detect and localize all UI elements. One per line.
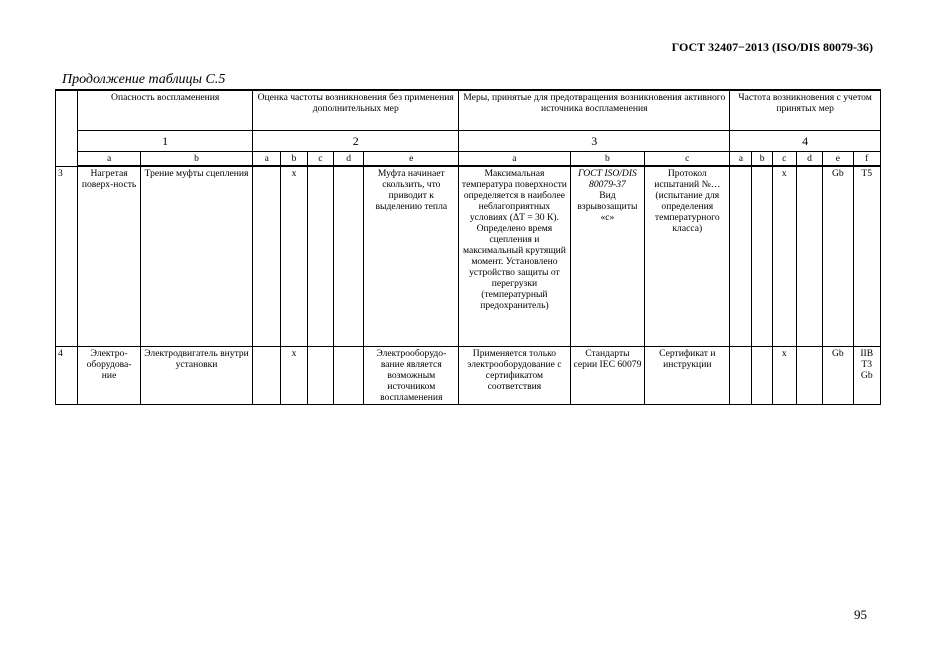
sub-header: b <box>752 152 772 167</box>
freq-reason: Электрооборудо-вание является возможным источником воспламенения <box>364 347 459 405</box>
row-number: 3 <box>56 166 78 347</box>
hazard-cause: Трение муфты сцепления <box>140 166 252 347</box>
table-caption: Продолжение таблицы С.5 <box>62 72 226 87</box>
sub-header: c <box>772 152 796 167</box>
result-class: T5 <box>853 166 880 347</box>
measure-description: Применяется только электрооборудование с сертификатом соответствия <box>459 347 570 405</box>
result-b <box>752 166 772 347</box>
sub-header: d <box>796 152 822 167</box>
freq-d <box>333 166 363 347</box>
page-number: 95 <box>854 607 867 622</box>
result-d <box>796 347 822 405</box>
measure-standard: Стандарты серии IEC 60079 <box>570 347 645 405</box>
document-header: ГОСТ 32407−2013 (ISO/DIS 80079-36) <box>671 40 873 54</box>
standard-reference: ГОСТ ISO/DIS 80079-37 <box>577 168 637 190</box>
sub-header: c <box>645 152 730 167</box>
freq-reason: Муфта начинает скользить, что приводит к выделению тепла <box>364 166 459 347</box>
result-epl: Gb <box>823 166 853 347</box>
row-number-header <box>56 90 78 166</box>
hazard-cause: Электродвигатель внутри установки <box>140 347 252 405</box>
sub-header: d <box>333 152 363 167</box>
sub-header: a <box>253 152 281 167</box>
hazard-type: Электро-оборудова-ние <box>78 347 141 405</box>
group-number-3: 3 <box>459 131 730 152</box>
group-number-1: 1 <box>78 131 253 152</box>
sub-header: b <box>570 152 645 167</box>
result-epl: Gb <box>823 347 853 405</box>
group-header-4: Частота возникновения с учетом принятых мер <box>730 90 881 131</box>
hazard-type: Нагретая поверх-ность <box>78 166 141 347</box>
sub-header: a <box>78 152 141 167</box>
sub-header: f <box>853 152 880 167</box>
row-number: 4 <box>56 347 78 405</box>
freq-a <box>253 347 281 405</box>
result-c-mark: x <box>772 347 796 405</box>
sub-header: e <box>823 152 853 167</box>
sub-header: e <box>364 152 459 167</box>
group-header-2: Оценка частоты возникновения без применения дополнительных мер <box>253 90 459 131</box>
result-b <box>752 347 772 405</box>
group-header-1: Опасность воспламенения <box>78 90 253 131</box>
result-class: IIB T3 Gb <box>853 347 880 405</box>
result-a <box>730 166 752 347</box>
measure-description: Максимальная температура поверхности определяется в наиболее неблагоприятных условиях (ΔT = 30 К). Определено время сцепления и максимальный крутящий момент. Установлено устройство защиты от перегрузки (температурный предохранитель) <box>459 166 570 347</box>
freq-b-mark: x <box>281 166 307 347</box>
measure-evidence: Протокол испытаний №… (испытание для определения температурного класса) <box>645 166 730 347</box>
result-c-mark: x <box>772 166 796 347</box>
measure-evidence: Сертификат и инструкции <box>645 347 730 405</box>
group-number-2: 2 <box>253 131 459 152</box>
freq-a <box>253 166 281 347</box>
sub-header: c <box>307 152 333 167</box>
sub-header: a <box>730 152 752 167</box>
ignition-hazard-table <box>55 89 881 405</box>
table-row <box>56 166 881 347</box>
sub-header: b <box>140 152 252 167</box>
group-number-4: 4 <box>730 131 881 152</box>
freq-c <box>307 166 333 347</box>
measure-standard <box>570 166 645 347</box>
protection-type: Вид взрывозащиты «с» <box>577 190 638 223</box>
freq-d <box>333 347 363 405</box>
group-header-3: Меры, принятые для предотвращения возникновения активного источника воспламенения <box>459 90 730 131</box>
result-d <box>796 166 822 347</box>
freq-b-mark: x <box>281 347 307 405</box>
sub-header: b <box>281 152 307 167</box>
result-a <box>730 347 752 405</box>
freq-c <box>307 347 333 405</box>
table-row <box>56 347 881 405</box>
sub-header: a <box>459 152 570 167</box>
